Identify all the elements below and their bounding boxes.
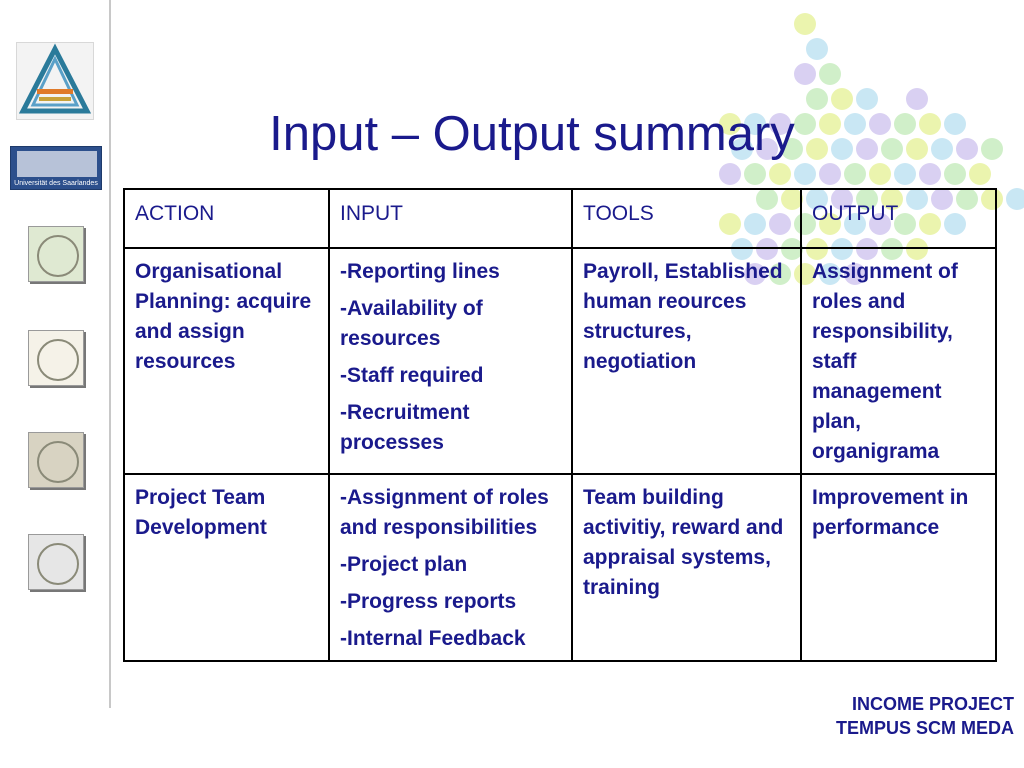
footer-line-1: INCOME PROJECT: [851, 694, 1014, 714]
cell-output: Improvement in performance: [801, 474, 996, 661]
seal-ring-icon: [37, 235, 79, 277]
decor-dot: [819, 63, 841, 85]
input-item: -Availability of resources: [340, 297, 483, 350]
input-item: -Project plan: [340, 553, 468, 576]
header-tools: TOOLS: [572, 189, 801, 248]
saarland-university-logo: [10, 146, 102, 190]
slide-title: Input – Output summary: [269, 107, 795, 161]
decor-dot: [969, 163, 991, 185]
header-input: INPUT: [329, 189, 572, 248]
seal-ring-icon: [37, 339, 79, 381]
decor-dot: [869, 163, 891, 185]
decor-dot: [744, 163, 766, 185]
decor-dot: [894, 163, 916, 185]
university-seal-2: [28, 330, 84, 386]
footer-line-2: TEMPUS SCM MEDA: [835, 718, 1014, 738]
decor-dot: [806, 38, 828, 60]
cell-tools: Team building activitiy, reward and appraisal systems, training: [572, 474, 801, 661]
table-row: [124, 248, 996, 474]
input-item: -Progress reports: [340, 590, 517, 613]
header-action: ACTION: [124, 189, 329, 248]
decor-dot: [794, 13, 816, 35]
cell-output: Assignment of roles and responsibility, staff management plan, organigrama: [801, 248, 996, 474]
seal-ring-icon: [37, 441, 79, 483]
decor-dot: [919, 163, 941, 185]
input-item: -Staff required: [340, 364, 484, 387]
cell-input: [329, 474, 572, 661]
input-item: -Reporting lines: [340, 260, 500, 283]
triangle-logo-icon: [17, 43, 93, 119]
decor-dot: [944, 163, 966, 185]
cell-action: Organisational Planning: acquire and assign resources: [124, 248, 329, 474]
seal-ring-icon: [37, 543, 79, 585]
project-logo: [16, 42, 94, 120]
saarland-logo-caption: Universität des Saarlandes: [14, 180, 98, 187]
cell-input: [329, 248, 572, 474]
decor-dot: [794, 63, 816, 85]
university-seal-4: [28, 534, 84, 590]
input-item: -Assignment of roles and responsibilities: [340, 486, 549, 539]
decor-dot: [769, 163, 791, 185]
decor-dot: [819, 163, 841, 185]
decor-dot: [844, 163, 866, 185]
input-item: -Recruitment processes: [340, 401, 470, 454]
university-seal-3: [28, 432, 84, 488]
university-seal-1: [28, 226, 84, 282]
decor-dot: [719, 163, 741, 185]
summary-table: [123, 188, 997, 662]
table-header-row: [124, 189, 996, 248]
decor-dot: [981, 138, 1003, 160]
header-output: OUTPUT: [801, 189, 996, 248]
decor-dot: [1006, 188, 1024, 210]
cell-tools: Payroll, Established human reources structures, negotiation: [572, 248, 801, 474]
footer-project-label: [836, 692, 1014, 740]
building-icon: [17, 151, 97, 177]
table-row: [124, 474, 996, 661]
decor-dot: [956, 138, 978, 160]
input-item: -Internal Feedback: [340, 627, 526, 650]
cell-action: Project Team Development: [124, 474, 329, 661]
decor-dot: [794, 163, 816, 185]
